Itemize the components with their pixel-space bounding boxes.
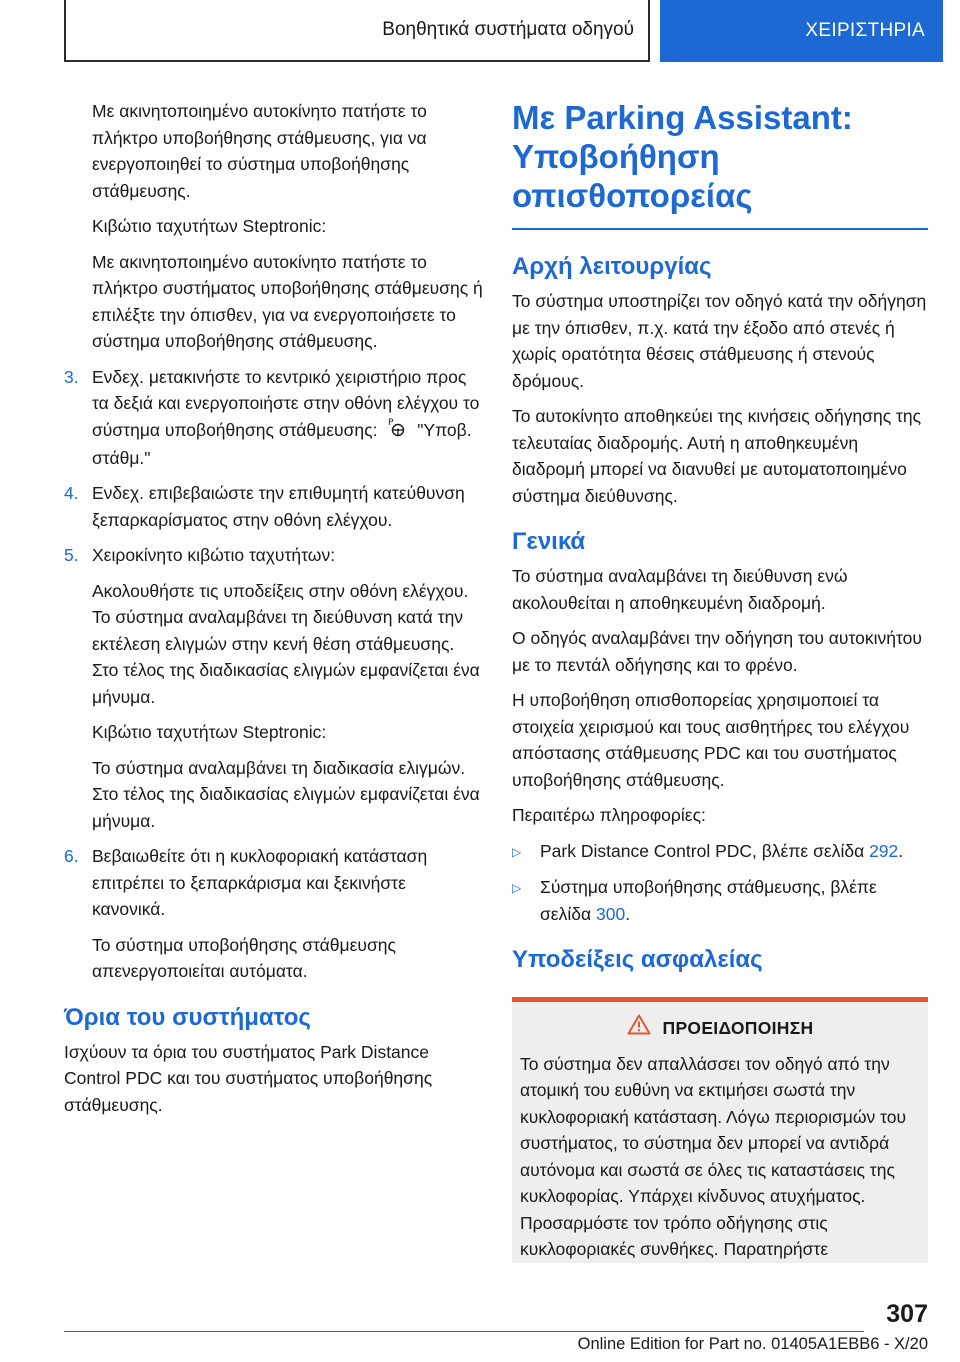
paragraph: Κιβώτιο ταχυτήτων Steptronic: bbox=[92, 722, 327, 743]
step-4 bbox=[64, 480, 484, 533]
section-heading-limits: Όρια του συστήματος bbox=[64, 1003, 311, 1031]
section-title: Βοηθητικά συστήματα οδηγού bbox=[64, 0, 650, 62]
paragraph: Η υποβοήθηση οπισθοπορείας χρησιμοποιεί τα στοιχεία χειρισμού και τους αισθητήρες του ελέγχου απόστασης στάθμευσης PDC και του συστήματος υποβοήθησης στάθμευσης. bbox=[512, 690, 910, 790]
step-number: 4. bbox=[64, 483, 79, 504]
bullet-arrow-icon: ▷ bbox=[512, 844, 522, 859]
list-item-text bbox=[540, 838, 903, 866]
paragraph: Κιβώτιο ταχυτήτων Steptronic: bbox=[92, 216, 327, 236]
step-6 bbox=[64, 843, 484, 923]
list-item-label: Σύστημα υποβοήθησης στάθμευσης, βλέπε σελίδα bbox=[540, 877, 877, 924]
footer-edition: Online Edition for Part no. 01405A1EBB6 - X/20 bbox=[577, 1335, 928, 1353]
warning-triangle-icon bbox=[627, 1014, 651, 1043]
footer-divider bbox=[64, 1331, 864, 1332]
paragraph: Με ακινητοποιημένο αυτοκίνητο πατήστε το πλήκτρο συστήματος υποβοήθησης στάθμευσης ή επιλέξτε την όπισθεν, για να ενεργοποιήσετε το σύστημα υποβοήθησης στάθμευσης. bbox=[92, 251, 483, 351]
paragraph: Ο οδηγός αναλαμβάνει την οδήγηση του αυτοκινήτου με το πεντάλ οδήγησης και το φρένο. bbox=[512, 628, 922, 675]
step-text-menu: "Υποβ. στάθμ." bbox=[92, 419, 472, 468]
right-column bbox=[512, 98, 928, 1263]
page-link[interactable]: 300 bbox=[595, 903, 626, 924]
section-heading-safety: Υποδείξεις ασφαλείας bbox=[512, 946, 763, 973]
step-text bbox=[92, 364, 484, 472]
paragraph: Ακολουθήστε τις υποδείξεις στην οθόνη ελέγχου. Το σύστημα αναλαμβάνει τη διεύθυνση κατά την εκτέλεση ελιγμών στην κενή θέση στάθμευσης. Στο τέλος της διαδικασίας ελιγμών εμφανίζεται ένα μήνυμα. bbox=[92, 580, 480, 707]
section-heading-general: Γενικά bbox=[512, 528, 586, 555]
svg-text:P: P bbox=[388, 418, 394, 429]
step-3 bbox=[64, 364, 484, 472]
step-text: Ενδεχ. επιβεβαιώστε την επιθυμητή κατεύθυνση ξεπαρκαρίσματος στην οθόνη ελέγχου. bbox=[92, 483, 465, 530]
section-heading-principle: Αρχή λειτουργίας bbox=[512, 253, 712, 280]
page-title: Με Parking Assistant: Υποβοήθηση οπισθοπορείας bbox=[512, 99, 853, 214]
list-item-end: . bbox=[625, 903, 631, 924]
step-text: Βεβαιωθείτε ότι η κυκλοφοριακή κατάσταση επιτρέπει το ξεπαρκάρισμα και ξεκινήστε κανονικά. bbox=[92, 846, 428, 920]
paragraph: Περαιτέρω πληροφορίες: bbox=[512, 805, 706, 825]
step-text: Χειροκίνητο κιβώτιο ταχυτήτων: bbox=[92, 545, 336, 566]
page-number: 307 bbox=[886, 1300, 928, 1328]
list-item-text bbox=[540, 874, 928, 927]
warning-header bbox=[520, 1014, 920, 1043]
paragraph: Το σύστημα υποβοήθησης στάθμευσης απενεργοποιείται αυτόματα. bbox=[92, 934, 396, 982]
list-item bbox=[512, 874, 928, 927]
chapter-tab[interactable]: ΧΕΙΡΙΣΤΗΡΙΑ bbox=[660, 0, 943, 62]
title-divider bbox=[512, 228, 928, 230]
step-number: 6. bbox=[64, 846, 79, 867]
left-column bbox=[64, 98, 484, 1127]
parking-assistant-icon bbox=[388, 417, 406, 445]
list-item-label: Park Distance Control PDC, βλέπε σελίδα bbox=[540, 840, 865, 861]
warning-title: ΠΡΟΕΙΔΟΠΟΙΗΣΗ bbox=[662, 1018, 814, 1038]
step-number: 5. bbox=[64, 545, 79, 566]
list-item-end: . bbox=[898, 840, 904, 861]
paragraph: Το αυτοκίνητο αποθηκεύει της κινήσεις οδήγησης της τελευταίας διαδρομής. Αυτή η αποθηκευμένη διαδρομή μπορεί να διανυθεί με αυτοματοποιημένο σύστημα διεύθυνσης. bbox=[512, 406, 922, 506]
page-header bbox=[64, 0, 943, 64]
bullet-arrow-icon: ▷ bbox=[512, 881, 522, 895]
page-link[interactable]: 292 bbox=[869, 840, 899, 861]
paragraph: Ισχύουν τα όρια του συστήματος Park Distance Control PDC και του συστήματος υποβοήθησης στάθμευσης. bbox=[64, 1041, 433, 1115]
list-item bbox=[512, 838, 928, 866]
warning-text: Το σύστημα δεν απαλλάσσει τον οδηγό από την ατομική του ευθύνη να εκτιμήσει σωστά την κυκλοφοριακή κατάσταση. Λόγω περιορισμών του συστήματος, το σύστημα δεν μπορεί να αντιδρά αυτόνομα και σωστά σε όλες τις καταστάσεις της κυκλοφορίας. Υπάρχει κίνδυνος ατυχήματος. Προσαρμόστε τον τρόπο οδήγησης στις κυκλοφοριακές συνθήκες. Παρατηρήστε bbox=[520, 1053, 907, 1259]
paragraph: Το σύστημα υποστηρίζει τον οδηγό κατά την οδήγηση με την όπισθεν, π.χ. κατά την έξοδο από στενές ή χωρίς ορατότητα θέσεις στάθμευσης ή στενούς δρόμους. bbox=[512, 291, 927, 391]
paragraph: Με ακινητοποιημένο αυτοκίνητο πατήστε το πλήκτρο υποβοήθησης στάθμευσης, για να ενεργοποιηθεί το σύστημα υποβοήθησης στάθμευσης. bbox=[92, 101, 427, 201]
paragraph: Το σύστημα αναλαμβάνει τη διαδικασία ελιγμών. Στο τέλος της διαδικασίας ελιγμών εμφανίζεται ένα μήνυμα. bbox=[92, 757, 480, 831]
paragraph: Το σύστημα αναλαμβάνει τη διεύθυνση ενώ ακολουθείται η αποθηκευμένη διαδρομή. bbox=[512, 566, 848, 613]
step-text-part: Ενδεχ. μετακινήστε το κεντρικό χειριστήριο προς τα δεξιά και ενεργοποιήστε στην οθόνη ελέγχου το σύστημα υποβοήθησης στάθμευσης: bbox=[92, 366, 480, 440]
step-5 bbox=[64, 542, 484, 569]
warning-box bbox=[512, 997, 928, 1263]
step-number: 3. bbox=[64, 366, 79, 387]
